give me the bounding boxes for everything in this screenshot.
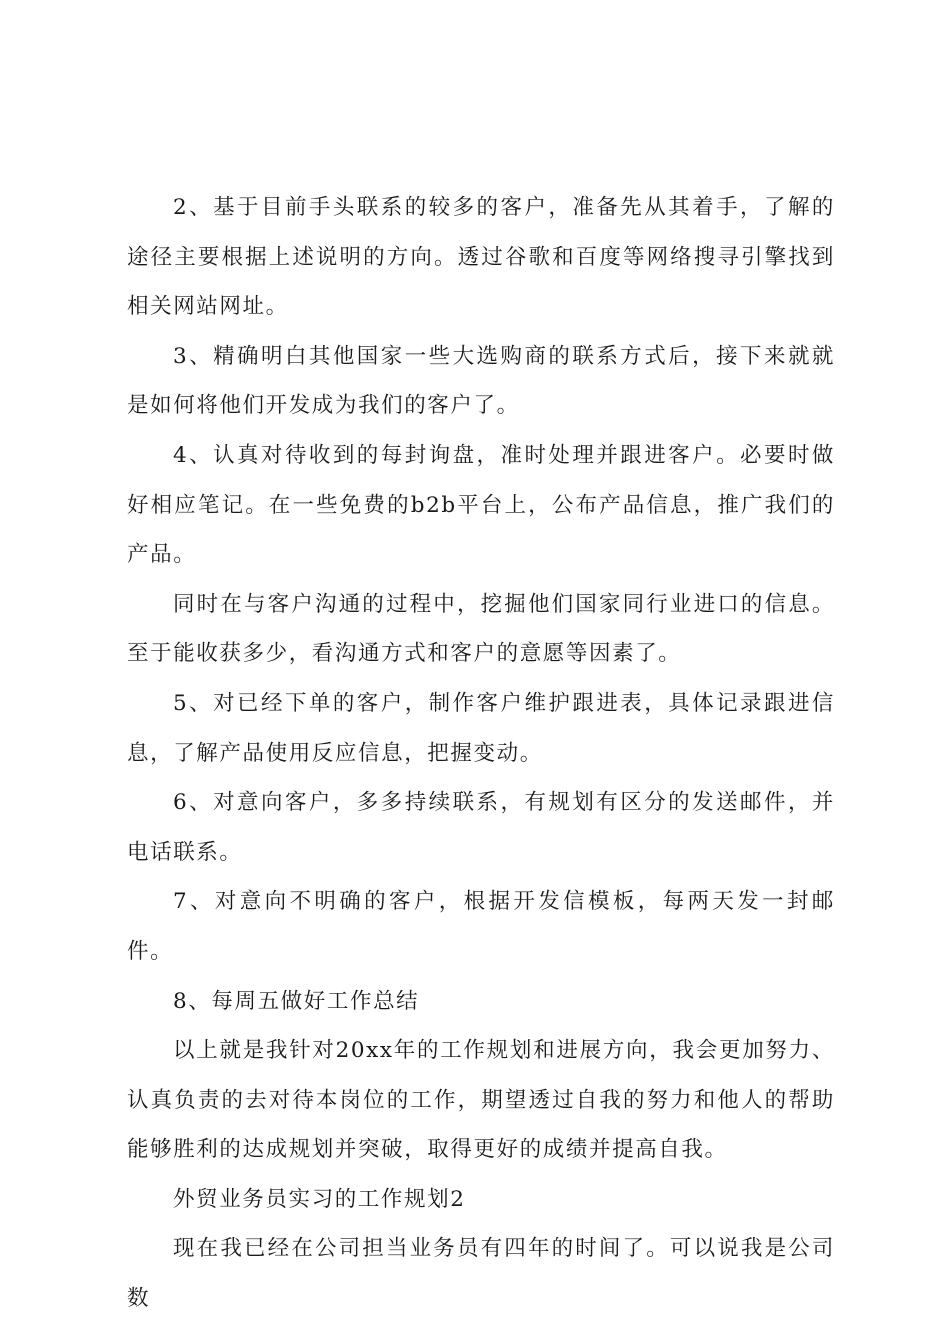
section-heading: 外贸业务员实习的工作规划2 [173, 1186, 466, 1212]
paragraph-item-2: 2、基于目前手头联系的较多的客户，准备先从其着手，了解的途径主要根据上述说明的方向。透过谷歌和百度等网络搜寻引擎找到相关网站网址。 [127, 195, 835, 320]
paragraph-item-6: 6、对意向客户，多多持续联系，有规划有区分的发送邮件，并电话联系。 [127, 790, 835, 865]
paragraph-intro: 现在我已经在公司担当业务员有四年的时间了。可以说我是公司数 [127, 1236, 835, 1312]
document-body [127, 183, 835, 1324]
paragraph-conclusion: 以上就是我针对20xx年的工作规划和进展方向，我会更加努力、认真负责的去对待本岗位的工作，期望透过自我的努力和他人的帮助能够胜利的达成规划并突破，取得更好的成绩并提高自我。 [127, 1038, 835, 1163]
paragraph-item-8: 8、每周五做好工作总结 [173, 988, 420, 1014]
paragraph-item-5: 5、对已经下单的客户，制作客户维护跟进表，具体记录跟进信息，了解产品使用反应信息，把握变动。 [127, 690, 835, 766]
paragraph-item-3: 3、精确明白其他国家一些大选购商的联系方式后，接下来就就是如何将他们开发成为我们的客户了。 [127, 343, 835, 419]
paragraph-item-7: 7、对意向不明确的客户，根据开发信模板，每两天发一封邮件。 [127, 889, 835, 964]
paragraph-continuation: 同时在与客户沟通的过程中，挖掘他们国家同行业进口的信息。至于能收获多少，看沟通方式和客户的意愿等因素了。 [127, 591, 835, 667]
paragraph-item-4: 4、认真对待收到的每封询盘，准时处理并跟进客户。必要时做好相应笔记。在一些免费的b2b平台上，公布产品信息，推广我们的产品。 [127, 442, 835, 568]
